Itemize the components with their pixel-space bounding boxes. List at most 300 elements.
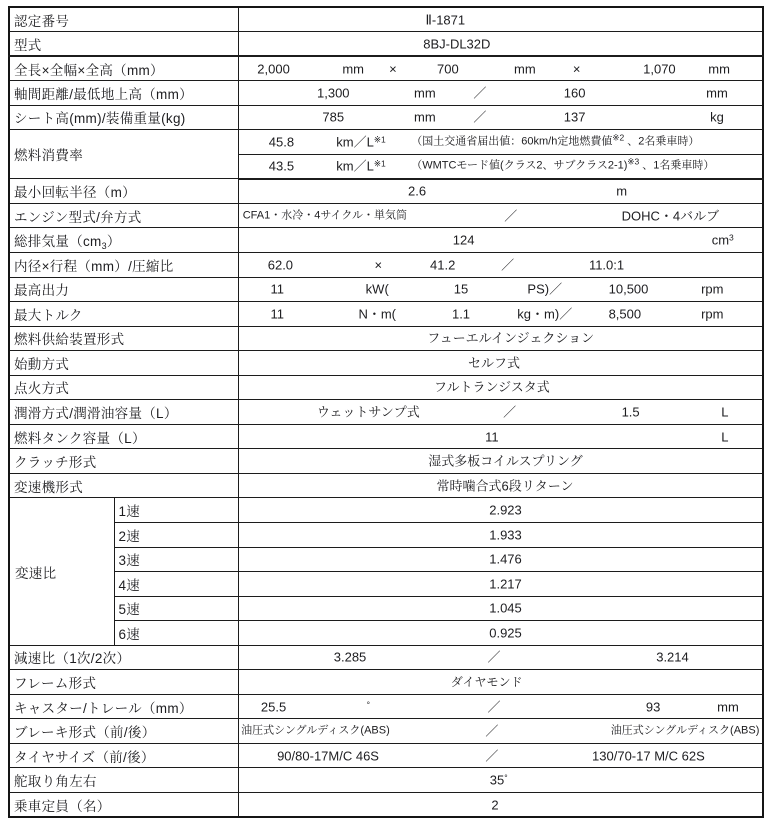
row-value [238,179,763,204]
text-part: 130/70-17 M/C 62S [592,748,705,764]
row-label [9,7,238,32]
text-part: × [572,61,581,77]
text-part: 1速 [118,504,141,520]
row-value [238,621,763,646]
value-segment [366,283,389,296]
table-row [9,326,763,351]
value-segment [473,86,486,99]
value-segment [277,749,379,762]
text-part: 43.5 [268,158,295,174]
text-part: 1.217 [489,576,522,592]
table-row [9,572,763,597]
text-part: m [616,183,628,199]
row-value [238,81,763,106]
row-value [238,743,763,768]
value-segment [336,136,385,149]
superscript-text: ° [504,772,508,783]
text-part: クラッチ形式 [14,455,97,471]
value-segment [367,700,370,713]
row-label [9,130,238,179]
text-part: 始動方式 [14,356,70,372]
text-part: 3.214 [656,649,689,665]
table-row [9,596,763,621]
text-part: Ⅱ-1871 [425,12,466,28]
value-segment [489,626,522,639]
value-segment [717,700,739,713]
table-row [9,645,763,670]
row-value [238,228,763,253]
row-value [238,572,763,597]
value-segment [564,111,586,124]
value-segment [609,283,649,296]
row-value [238,424,763,449]
text-part: 内径×行程（mm）/圧縮比 [14,258,174,274]
table-row [9,81,763,106]
value-segment [490,774,508,787]
row-value [238,277,763,302]
row-label [9,645,238,670]
value-segment [425,13,465,26]
text-part: kW( [365,281,389,297]
table-row [9,203,763,228]
spec-table [8,6,764,818]
text-part: mm [514,61,536,77]
row-value [238,498,763,523]
superscript-text: ※2 [612,132,625,143]
text-part: kg [710,109,724,125]
text-part: （国土交通省届出値：60km/h定地燃費値 [411,135,613,148]
text-part: 変速機形式 [14,479,83,495]
text-part: 3.285 [333,649,367,665]
value-segment [411,132,700,148]
text-part: 乗車定員（名） [14,798,111,814]
row-label [9,105,238,130]
text-part: セルフ式 [467,355,520,371]
text-part: 舵取り角左右 [14,774,97,790]
value-segment [643,62,676,75]
value-segment [317,86,350,99]
value-segment [616,185,627,198]
row-sub-label [114,547,238,572]
table-row [9,694,763,719]
text-part: 6速 [118,626,141,642]
text-part: ／ [487,699,501,715]
text-part: ／ [473,85,487,101]
text-part: 93 [645,699,661,715]
value-segment [489,577,522,590]
text-part: 62.0 [267,257,294,273]
text-part: 、1名乗車時） [639,159,715,172]
value-segment [342,62,364,75]
text-part: L [721,404,729,420]
table-row [9,400,763,425]
text-part: 燃料供給装置形式 [14,332,125,348]
row-sub-label [114,522,238,547]
row-value [238,547,763,572]
text-part: 90/80-17M/C 46S [277,748,379,764]
table-row [9,743,763,768]
row-label [9,449,238,474]
row-value [238,203,763,228]
value-segment [489,602,522,615]
value-segment [468,356,520,369]
row-value [238,522,763,547]
row-value [238,768,763,793]
value-segment [710,111,724,124]
row-label [9,670,238,695]
value-segment [269,160,294,173]
table-row [9,179,763,204]
text-part: フューエルインジェクション [427,330,595,346]
value-segment [485,725,498,738]
text-part: mm [414,109,436,125]
text-part: mm [706,85,728,101]
text-part: 1,070 [643,61,676,77]
value-segment [334,651,367,664]
text-part: 2,000 [257,61,290,77]
text-part: 45.8 [268,134,295,150]
value-segment [436,479,573,492]
text-part: 160 [563,85,586,101]
text-part: キャスター/トレール（mm） [14,700,193,716]
text-part: ／ [473,109,487,125]
value-segment [501,258,514,271]
value-segment [487,700,500,713]
value-segment [271,307,285,320]
table-row [9,56,763,81]
value-segment [514,62,536,75]
row-value [238,694,763,719]
text-part: ／ [503,404,517,420]
superscript-text: ※1 [373,134,386,145]
row-label [9,203,238,228]
text-part: 124 [452,232,475,248]
table-row [9,424,763,449]
text-part: フルトランジスタ式 [433,379,550,395]
value-segment [656,651,689,664]
superscript-text: ※3 [627,156,640,167]
text-part: 11 [270,306,284,322]
text-part: CFA1・水冷・4サイクル・単気筒 [242,209,408,222]
value-segment [269,136,294,149]
text-part: 700 [437,61,459,77]
table-row [9,498,763,523]
table-row [9,302,763,327]
value-segment [589,258,624,271]
row-value [238,670,763,695]
text-part: 湿式多板コイルスプリング [428,453,583,469]
text-part: 1.933 [489,527,522,543]
row-sub-label [114,596,238,621]
row-label [9,743,238,768]
text-part: 最高出力 [14,283,70,299]
table-row [9,351,763,376]
text-part: km／L [336,134,374,150]
row-label [9,719,238,744]
text-part: 軸間距離/最低地上高（mm） [14,86,193,102]
value-segment [503,406,516,419]
value-segment [622,406,640,419]
row-value [238,302,763,327]
text-part: 1.045 [489,600,522,616]
text-part: 2速 [118,528,141,544]
row-label [9,81,238,106]
row-label [9,228,238,253]
text-part: 総排気量（cm [14,234,102,250]
table-row [9,522,763,547]
row-label [9,56,238,81]
row-value [238,645,763,670]
value-segment [437,62,459,75]
table-row [9,375,763,400]
value-segment [411,156,715,172]
row-value [238,7,763,32]
row-value [238,326,763,351]
text-part: rpm [701,281,724,297]
table-row [9,32,763,57]
row-value [238,400,763,425]
table-row [9,228,763,253]
text-part: 2.923 [489,502,522,518]
text-part: 11 [270,281,284,297]
text-part: 1.5 [621,404,640,420]
text-part: mm [708,61,730,77]
superscript-text: 3 [729,232,734,243]
value-segment [712,234,734,247]
value-segment [423,37,490,50]
text-part: （WMTCモード値(クラス2、サブクラス2-1) [411,159,628,172]
spec-table-body [9,7,763,817]
value-segment [454,283,468,296]
value-segment [701,283,723,296]
value-segment [241,726,390,737]
table-row [9,670,763,695]
value-segment [573,62,581,75]
text-part: 137 [563,109,586,125]
text-part: rpm [701,306,724,322]
value-segment [243,210,407,221]
value-segment [434,381,550,394]
spec-sheet [8,6,764,818]
row-label [9,375,238,400]
value-segment [473,111,486,124]
value-segment [336,160,385,173]
row-label [9,424,238,449]
text-part: 常時噛合式6段リターン [436,478,574,494]
table-row [9,719,763,744]
text-part: 変速比 [15,565,57,581]
text-part: 1,300 [316,85,350,101]
value-segment [408,185,426,198]
text-part: 点火方式 [14,381,70,397]
text-part: 減速比（1次/2次） [14,651,131,667]
text-part: 10,500 [608,281,649,297]
value-segment [389,62,397,75]
table-row [9,130,763,155]
table-row [9,252,763,277]
value-segment [721,430,728,443]
text-part: エンジン型式/弁方式 [14,209,142,225]
text-part: 35 [489,772,505,788]
text-part: 燃料消費率 [14,148,83,164]
text-part: L [721,429,729,445]
row-label [9,277,238,302]
value-segment [527,283,562,296]
text-part: 全長×全幅×全高（mm） [14,62,164,78]
text-part: 最小回転半径（m） [14,185,136,201]
text-part: mm [414,85,436,101]
text-part: mm [717,699,739,715]
text-part: 燃料タンク容量（L） [14,430,146,446]
text-part: ／ [485,723,499,739]
row-group-label [9,498,114,645]
value-segment [485,430,499,443]
row-value [238,449,763,474]
text-part: 、2名乗車時） [624,135,700,148]
row-sub-label [114,498,238,523]
value-segment [485,749,498,762]
row-label [9,351,238,376]
row-label [9,32,238,57]
row-value [238,154,763,179]
value-segment [414,111,436,124]
text-part: ／ [501,257,515,273]
text-part: 型式 [14,37,42,53]
value-segment [322,111,344,124]
table-row [9,7,763,32]
value-segment [701,307,723,320]
text-part: タイヤサイズ（前/後） [14,749,155,765]
row-value [238,596,763,621]
text-part: 15 [453,281,469,297]
text-part: 1.1 [451,306,471,322]
text-part: DOHC・4バルブ [621,208,720,224]
text-part: 最大トルク [14,307,83,323]
value-segment [564,86,586,99]
value-segment [646,700,660,713]
value-segment [611,726,760,737]
row-label [9,179,238,204]
value-segment [517,307,572,320]
value-segment [491,798,498,811]
text-part: cm [711,232,730,248]
text-part: ブレーキ形式（前/後） [14,725,156,741]
table-row [9,547,763,572]
value-segment [609,307,642,320]
value-segment [592,749,705,762]
text-part: 785 [322,109,345,125]
value-segment [721,406,728,419]
value-segment [261,700,286,713]
text-part: 3速 [118,553,141,569]
text-part: 0.925 [489,625,522,641]
row-sub-label [114,572,238,597]
table-row [9,449,763,474]
row-label [9,473,238,498]
value-segment [489,504,522,517]
row-value [238,252,763,277]
row-value [238,32,763,57]
text-part: mm [342,61,364,77]
row-value [238,351,763,376]
text-part: 4速 [118,577,141,593]
table-row [9,277,763,302]
text-part: km／L [336,158,374,174]
text-part: 8,500 [608,306,642,322]
value-segment [487,651,500,664]
text-part: PS)／ [527,281,563,297]
text-part: 認定番号 [14,13,70,29]
text-part: フレーム形式 [14,676,97,692]
value-segment [453,234,475,247]
row-value [238,719,763,744]
text-part: ） [106,234,121,250]
text-part: kg・m)／ [517,306,573,322]
text-part: 2 [491,797,499,813]
row-label [9,326,238,351]
value-segment [622,209,720,222]
row-value [238,375,763,400]
text-part: N・m( [358,306,397,322]
value-segment [430,258,455,271]
row-label [9,768,238,793]
value-segment [317,406,420,419]
table-row [9,473,763,498]
value-segment [271,283,285,296]
text-part: ダイヤモンド [450,675,523,690]
superscript-text: ※1 [373,158,386,169]
text-part: × [374,257,383,273]
value-segment [358,307,396,320]
value-segment [428,455,582,468]
text-part: ／ [504,208,518,224]
value-segment [451,676,523,688]
text-part: 1.476 [489,551,522,567]
value-segment [452,307,470,320]
row-value [238,793,763,818]
row-label [9,400,238,425]
text-part: ／ [487,649,501,665]
row-value [238,473,763,498]
value-segment [504,209,517,222]
text-part: 11.0:1 [588,257,625,273]
row-value [238,130,763,155]
table-row [9,105,763,130]
row-label [9,252,238,277]
text-part: 潤滑方式/潤滑油容量（L） [14,406,178,422]
row-label [9,694,238,719]
value-segment [268,258,293,271]
text-part: 41.2 [430,257,456,273]
value-segment [427,332,594,345]
row-label [9,302,238,327]
row-sub-label [114,621,238,646]
text-part: × [389,61,397,77]
row-value [238,56,763,81]
superscript-text: ° [366,699,371,710]
value-segment [374,258,382,271]
table-row [9,621,763,646]
text-part: 11 [485,429,499,445]
text-part: 油圧式シングルディスク(ABS) [241,724,390,737]
text-part: 5速 [118,602,141,618]
text-part: ／ [485,748,499,764]
table-row [9,768,763,793]
subscript-text: 3 [101,241,107,252]
text-part: 8BJ-DL32D [423,36,491,52]
row-value [238,105,763,130]
text-part: 25.5 [260,699,287,715]
